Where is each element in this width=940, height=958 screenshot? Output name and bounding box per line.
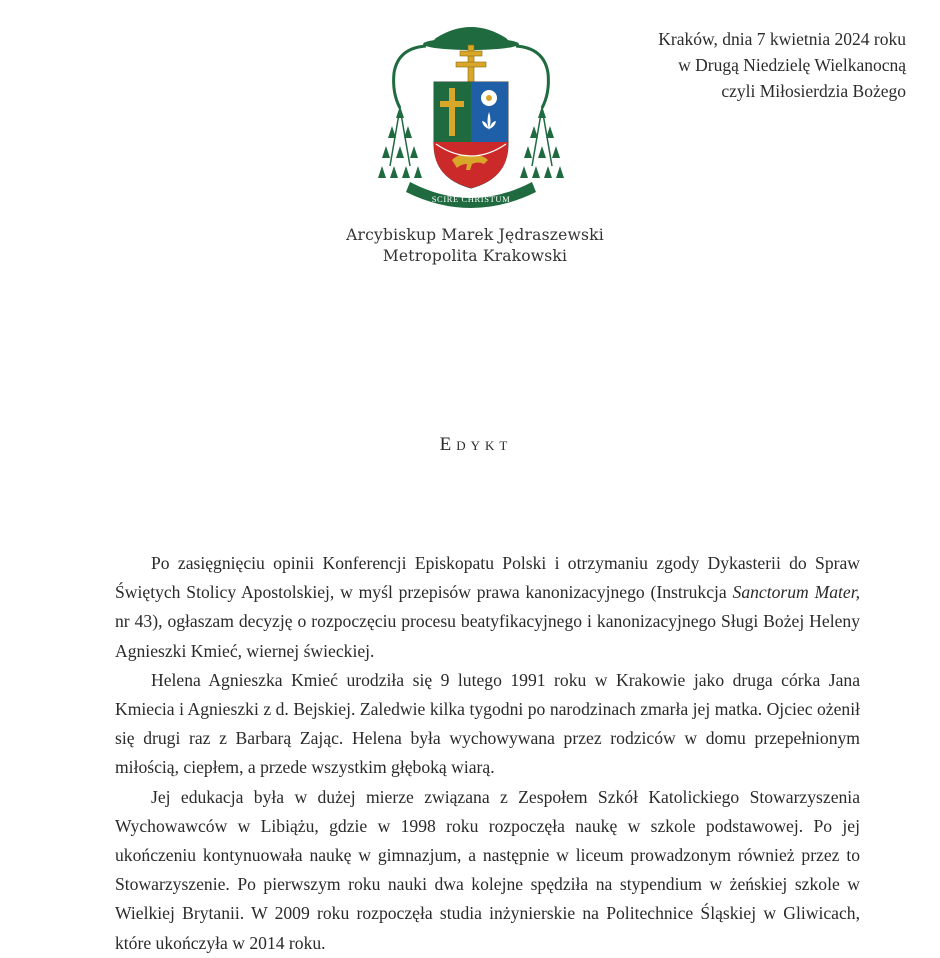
paragraph-2: Helena Agnieszka Kmieć urodziła się 9 lutego 1991 roku w Krakowie jako druga córka Jana Kmiecia i Agnieszki z d. Bejskiej. Zaledwie kilka tygodni po narodzinach zmarła jej matka. Ojciec ożenił się drugi raz z Barbarą Zając. Helena była wychowywana przez rodziców w domu przepełnionym miłością, ciepłem, a przede wszystkim głęboką wiarą. xyxy=(115,669,860,778)
date-line-1: Kraków, dnia 7 kwietnia 2024 roku xyxy=(658,29,906,49)
bishop-title: Metropolita Krakowski xyxy=(382,247,568,265)
paragraph-3: Jej edukacja była w dużej mierze związana z Zespołem Szkół Katolickiego Stowarzyszenia Wychowawców w Libiążu, gdzie w 1998 roku rozpoczęła naukę w szkole podstawowej. Po jej ukończeniu kontynuowała naukę w gimnazjum, a następnie w liceum prowadzonym również przez to Stowarzyszenie. Po pierwszym roku nauki dwa kolejne spędziła na stypendium w żeńskiej szkole w Wielkiej Brytanii. W 2009 roku rozpoczęła studia inżynierskie na Politechnice Śląskiej w Gliwicach, które ukończyła w 2014 roku. xyxy=(115,786,860,953)
shield-icon xyxy=(434,82,508,188)
instruction-title: Sanctorum Mater, xyxy=(732,582,861,603)
date-line-2: w Drugą Niedzielę Wielkanocną xyxy=(678,55,906,75)
paragraph-1 xyxy=(115,549,860,666)
date-line-3: czyli Miłosierdzia Bożego xyxy=(721,81,906,101)
motto-text: SCIRE CHRISTUM xyxy=(431,194,511,204)
document-title: Edykt xyxy=(439,434,513,455)
document-body xyxy=(115,549,860,958)
paragraph-1-part-2: nr 43), ogłaszam decyzję o rozpoczęciu procesu beatyfikacyjnego i kanonizacyjnego Sługi Bożej Heleny Agnieszki Kmieć, wiernej świeckiej. xyxy=(115,611,860,661)
left-tassels-icon xyxy=(378,106,422,178)
date-place-block xyxy=(658,26,906,104)
coat-of-arms-emblem xyxy=(376,18,566,218)
paragraph-1-part-1: Po zasięgnięciu opinii Konferencji Episkopatu Polski i otrzymaniu zgody Dykasterii do Spraw Świętych Stolicy Apostolskiej, w myśl przepisów prawa kanonizacyjnego (Instrukcja xyxy=(115,553,860,603)
bishop-name: Arcybiskup Marek Jędraszewski xyxy=(346,226,604,244)
right-tassels-icon xyxy=(520,106,564,178)
double-cross-icon xyxy=(456,45,486,83)
